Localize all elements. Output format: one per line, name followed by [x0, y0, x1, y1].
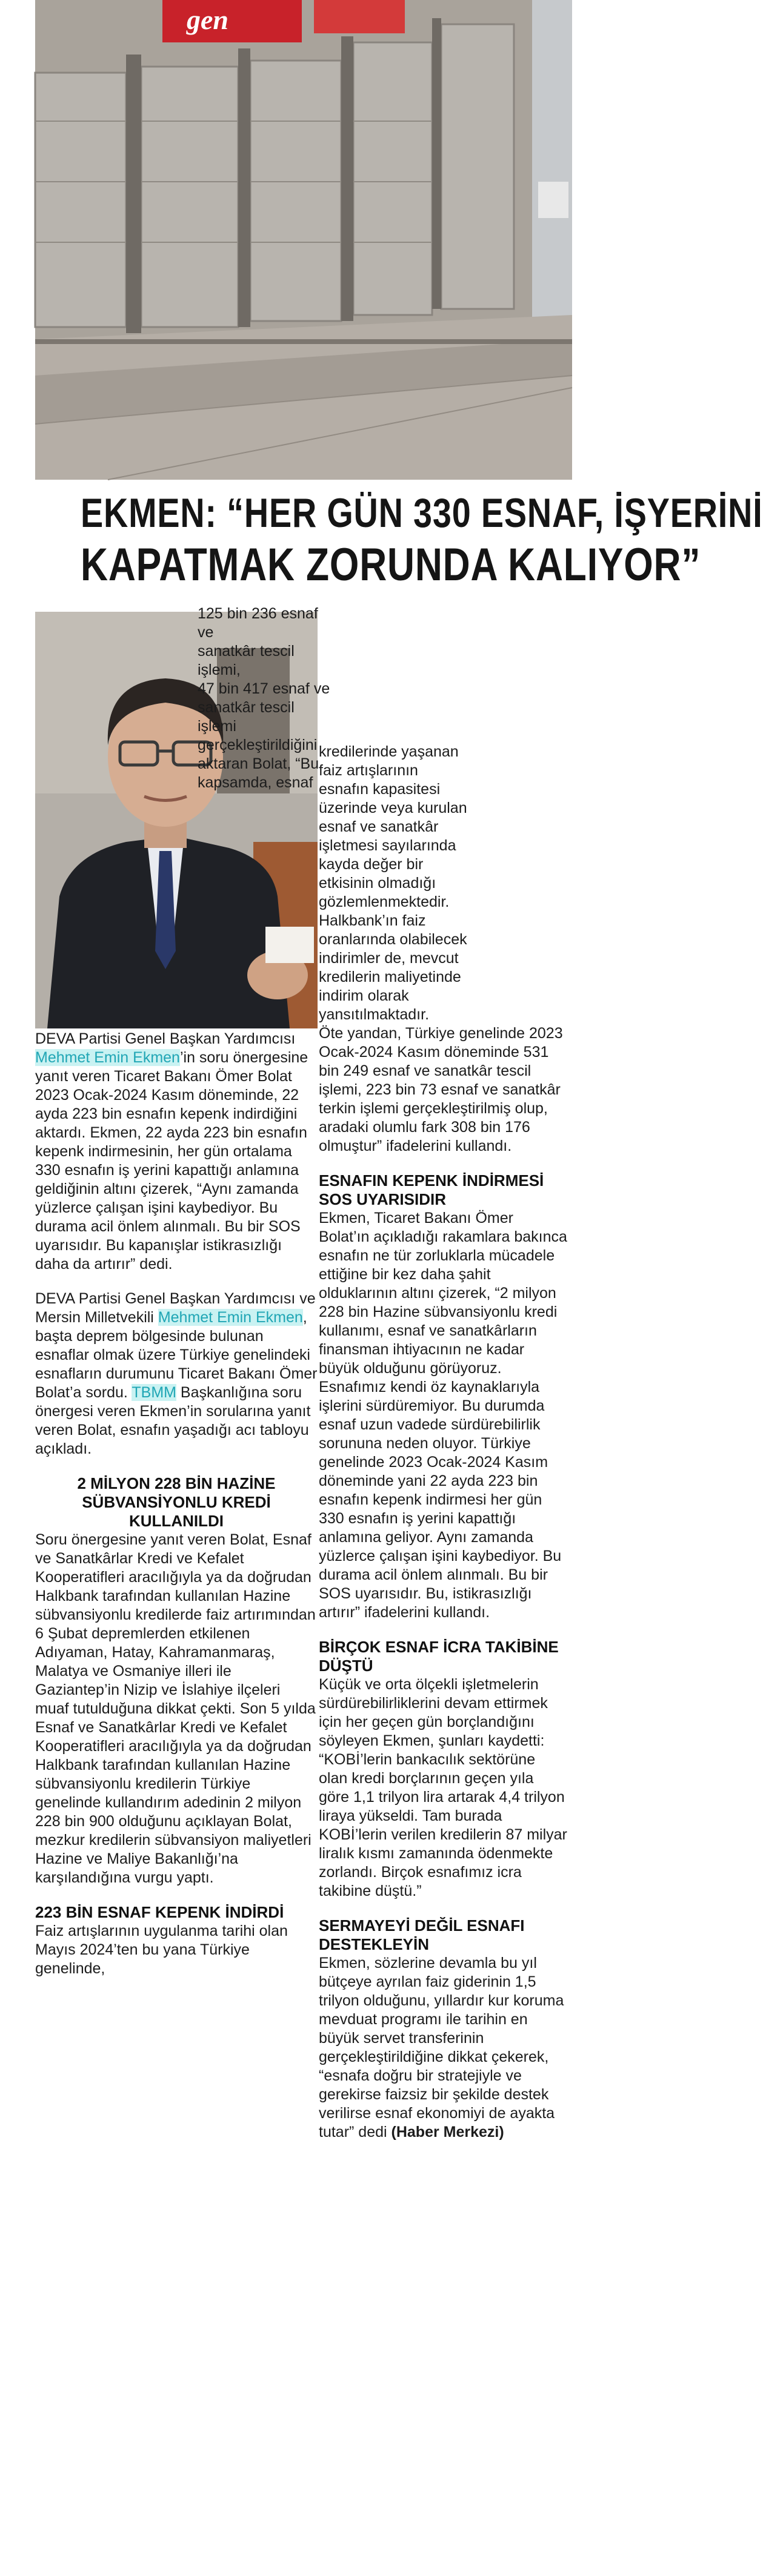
paragraph-icra: Küçük ve orta ölçekli işletmelerin sürdürebilirliklerini devam ettirmek için her geçen gün borçlandığını söyleyen Ekmen, şunları kaydetti: “KOBİ’lerin bankacılık sektörüne olan kredi borçlarının geçen yıla göre 1,1 trilyon lira artarak 4,4 trilyon liraya yükseldi. Tam burada KOBİ’lerin verilen kredilerin 87 milyar liralık kısmı zamanında ödenmekte zorlandı. Birçok esnafımız icra takibine düştü.” — [319, 1676, 567, 1899]
subheading-kepenk: 223 BİN ESNAF KEPENK İNDİRDİ — [35, 1903, 284, 1921]
paragraph-kepenk: Faiz artışlarının uygulanma tarihi olan Mayıs 2024’ten bu yana Türkiye genelinde, — [35, 1922, 288, 1977]
subheading-icra: BİRÇOK ESNAF İCRA TAKİBİNE DÜŞTÜ — [319, 1638, 559, 1675]
headline-line-1: EKMEN: “HER GÜN 330 ESNAF, İŞYERİNİ — [81, 490, 763, 536]
right-column — [319, 743, 567, 2157]
shop-sign-text: gen — [187, 4, 228, 35]
paragraph-sermaye — [319, 1954, 567, 2142]
paragraph-deva: DEVA Partisi Genel Başkan Yardımcısı ve Mersin Milletvekili Mehmet Emin Ekmen, başta deprem bölgesinde bulunan esnaflar olmak üzere Türkiye genelindeki esnafların durumunu Ticaret Bakanı Ömer Bolat’a sordu. TBMM Başkanlığına soru önergesi veren Ekmen’in sorularına yanıt veren Bolat, esnafın yaşadığı acı tabloyu açıkladı. — [35, 1290, 318, 1457]
paragraph-sermaye-text: Ekmen, sözlerine devamla bu yıl bütçeye ayrılan faiz giderinin 1,5 trilyon olduğunu, yıllardır kur koruma mevduat programı ile tarihin en büyük servet transferinin gerçekleştirildiğine dikkat çekerek, “esnafa doğru bir stratejiyle ve gerekirse faizsiz bir şekilde destek verilirse esnaf ekonomiyi de ayakta tutar” dedi — [319, 1955, 564, 2141]
paragraph-kredi: Soru önergesine yanıt veren Bolat, Esnaf ve Sanatkârlar Kredi ve Kefalet Kooperatifleri aracılığıyla ya da doğrudan Halkbank tarafından kullanılan Hazine sübvansiyonlu kredilerde faiz artırımından 6 Şubat depremlerden etkilenen Adıyaman, Hatay, Kahramanmaraş, Malatya ve Osmaniye illeri ile Gaziantep’in Nizip ve İslahiye ilçeleri muaf tutulduğuna dikkat çekti. Son 5 yılda Esnaf ve Sanatkârlar Kredi ve Kefalet Kooperatifleri aracılığıyla ya da doğrudan Halkbank tarafından kullanılan Hazine sübvansiyonlu kredilerin Türkiye genelinde kullandırım adedinin 2 milyon 228 bin 900 olduğunu açıklayan Bolat, mezkur kredilerin sübvansiyon maliyetleri Hazine ve Maliye Bakanlığı’na karşılandığına vurgu yaptı. — [35, 1531, 316, 1886]
tbmm-link[interactable]: TBMM — [132, 1384, 176, 1401]
subheading-sermaye: SERMAYEYİ DEĞİL ESNAFI DESTEKLEYİN — [319, 1916, 525, 1953]
street-photo-illustration — [35, 0, 572, 480]
headline-line-2: KAPATMAK ZORUNDA KALIYOR” — [81, 539, 701, 591]
paragraph-tescil: Öte yandan, Türkiye genelinde 2023 Ocak-2024 Kasım döneminde 531 bin 249 esnaf ve sanatkâr tescil işlemi, 223 bin 73 esnaf ve sanatkâr terkin işlemi gerçekleştirilmiş olup, aradaki olumlu fark 308 bin 176 olmuştur” ifadelerini kullandı. — [319, 1025, 563, 1154]
source-credit: (Haber Merkezi) — [391, 2124, 504, 2141]
narrow-column-text: 125 bin 236 esnaf ve sanatkâr tescil işlemi, 47 bin 417 esnaf ve sanatkâr tescil işlemi gerçekleştirildiğini aktaran Bolat, “Bu kapsamda, esnaf — [198, 605, 330, 791]
headline — [81, 488, 763, 592]
narrow-continuation: kredilerinde yaşanan faiz artışlarının esnafın kapasitesi üzerinde veya kurulan esnaf ve sanatkâr işletmesi sayılarında kayda değer bir etkisinin olmadığı gözlemlenmektedir. Halkbank’ın faiz oranlarında olabilecek indirimler de, mevcut kredilerin maliyetinde indirim olarak yansıtılmaktadır. — [319, 743, 467, 1023]
paragraph-sos: Ekmen, Ticaret Bakanı Ömer Bolat’ın açıkladığı rakamlara bakınca esnafın ne tür zorluklarla mücadele ettiğine bir kez daha şahit olduklarının altını çizerek, “2 milyon 228 bin Hazine sübvansiyonlu kredi kullanımı, esnaf ve sanatkârların finansman ihtiyacının ne kadar büyük olduğunu görüyoruz. Esnafımız kendi öz kaynaklarıyla işlerini sürdüremiyor. Bu durumda esnaf uzun vadede sürdürebilirlik sorununa neden oluyor. Türkiye genelinde 2023 Ocak-2024 Kasım döneminde yani 22 ayda 223 bin esnafın kepenk indirmesi her gün 330 esnafın iş yerini kapattığı anlamına geliyor. Aynı zamanda yüzlerce çalışan işini kaybediyor. Bu durama acil önlem alınmalı. Bu bir SOS uyarısıdır. Bu, istikrasızlığı artırır” ifadelerini kullandı. — [319, 1210, 567, 1621]
subheading-sos: ESNAFIN KEPENK İNDİRMESİ SOS UYARISIDIR — [319, 1171, 544, 1208]
paragraph-intro: DEVA Partisi Genel Başkan Yardımcısı Mehmet Emin Ekmen’in soru önergesine yanıt veren Ticaret Bakanı Ömer Bolat 2023 Ocak-2024 Kasım döneminde, 22 ayda 223 bin esnafın kepenk indirdiğini aktardı. Ekmen, 22 ayda 223 bin esnafın kepenk indirmesinin, her gün ortalama 330 esnafın iş yerini kapattığı anlamına geldiğinin altını çizerek, “Aynı zamanda yüzlerce çalışan işini kaybediyor. Bu durama acil önlem alınmalı. Bu bir SOS uyarısıdır. Bu kapanışlar istikrasızlığı daha da artırır” dedi. — [35, 1030, 308, 1273]
subheading-kredi: 2 MİLYON 228 BİN HAZİNE SÜBVANSİYONLU KREDİ KULLANILDI — [77, 1474, 276, 1530]
street-photo — [35, 0, 572, 480]
name-link-ekmen[interactable]: Mehmet Emin Ekmen — [35, 1049, 180, 1066]
name-link-ekmen-2[interactable]: Mehmet Emin Ekmen — [158, 1309, 303, 1326]
left-column — [35, 1030, 318, 1994]
